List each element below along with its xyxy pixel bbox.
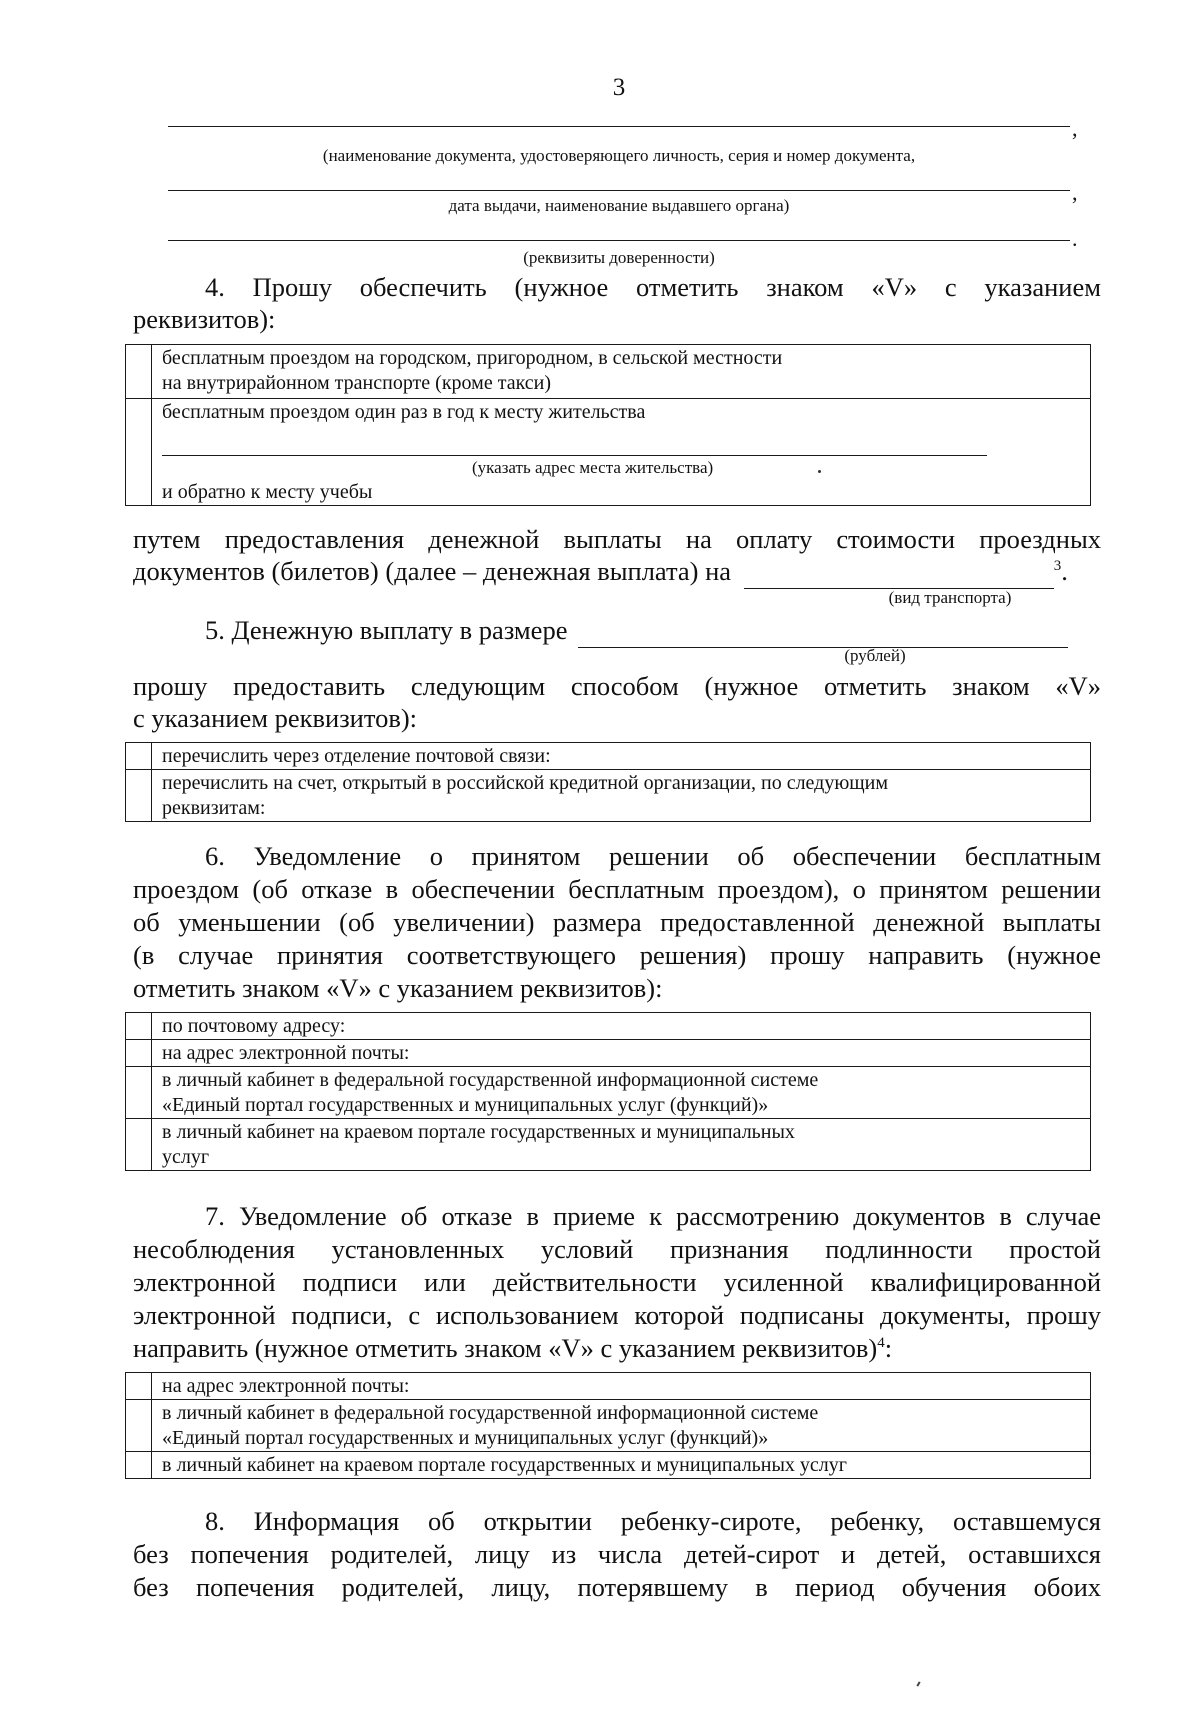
option-line: «Единый портал государственных и муниципальных услуг (функций)» [162, 1094, 769, 1116]
option-line: на внутрирайонном транспорте (кроме такси) [162, 372, 552, 394]
section-5-line-2: прошу предоставить следующим способом (нужное отметить знаком «V» [133, 671, 1101, 701]
option-line: в личный кабинет на краевом портале государственных и муниципальных [162, 1121, 795, 1143]
option-line: «Единый портал государственных и муниципальных услуг (функций)» [162, 1427, 769, 1449]
option-checkbox[interactable] [126, 743, 152, 770]
table-row [126, 345, 1091, 399]
option-checkbox[interactable] [126, 1067, 152, 1119]
payment-line-2 [133, 555, 1068, 589]
section-8-paragraph [133, 1538, 1101, 1571]
option-line: в личный кабинет в федеральной государственной информационной системе [162, 1069, 819, 1091]
section-7-paragraph [133, 1299, 1101, 1332]
option-text [152, 743, 1091, 770]
issue-date-line[interactable] [168, 190, 1070, 191]
payment-paragraph [133, 523, 1101, 556]
section-7-paragraph [133, 1200, 1101, 1233]
option-checkbox[interactable] [126, 1119, 152, 1171]
option-text [152, 770, 1091, 822]
table-row [126, 1040, 1091, 1067]
option-line: в личный кабинет на краевом портале государственных и муниципальных услуг [162, 1454, 847, 1476]
option-checkbox[interactable] [126, 1400, 152, 1452]
option-line: реквизитам: [162, 797, 266, 819]
section-7-paragraph [133, 1233, 1101, 1266]
option-checkbox[interactable] [126, 1040, 152, 1067]
section-8-line: без попечения родителей, лицу из числа детей-сирот и детей, оставшихся [133, 1539, 1101, 1569]
section-7-line: электронной подписи или действительности усиленной квалифицированной [133, 1267, 1101, 1297]
section-6-line: отметить знаком «V» с указанием реквизитов): [133, 973, 663, 1003]
option-line: бесплатным проездом на городском, пригородном, в сельской местности [162, 347, 783, 369]
table-row [126, 743, 1091, 770]
option-checkbox[interactable] [126, 345, 152, 399]
option-line: по почтовому адресу: [162, 1015, 346, 1037]
option-text [152, 345, 1091, 399]
footnote-ref: 4 [877, 1335, 885, 1352]
section-8-line: 8. Информация об открытии ребенку-сироте, ребенку, оставшемуся [205, 1506, 1101, 1536]
section-6-line: об уменьшении (об увеличении) размера предоставленной денежной выплаты [133, 907, 1101, 937]
option-line: и обратно к месту учебы [162, 481, 373, 503]
free-travel-options-table [125, 344, 1091, 506]
section-4-heading [133, 271, 1101, 304]
section-7-line: 7. Уведомление об отказе в приеме к рассмотрению документов в случае [205, 1201, 1101, 1231]
line-period: . [1072, 226, 1078, 251]
decision-notification-options-table [125, 1012, 1091, 1171]
section-8-line: без попечения родителей, лицу, потерявшему в период обучения обоих [133, 1572, 1101, 1602]
option-text [152, 1013, 1091, 1040]
option-line: услуг [162, 1146, 210, 1168]
power-of-attorney-caption: (реквизиты доверенности) [523, 248, 715, 267]
option-line: перечислить через отделение почтовой связи: [162, 745, 551, 767]
option-line: бесплатным проездом один раз в год к месту жительства [162, 401, 646, 423]
identity-document-caption: (наименование документа, удостоверяющего личность, серия и номер документа, [322, 146, 916, 165]
option-text [152, 1040, 1091, 1067]
residence-address-line[interactable] [162, 425, 987, 456]
table-row [126, 1067, 1091, 1119]
option-text [152, 1067, 1091, 1119]
section-7-line: направить (нужное отметить знаком «V» с указанием реквизитов) [133, 1333, 878, 1363]
table-row [126, 1013, 1091, 1040]
option-text [152, 1119, 1091, 1171]
section-5-line-3: с указанием реквизитов): [133, 703, 418, 733]
option-line: на адрес электронной почты: [162, 1042, 410, 1064]
section-5-paragraph [133, 670, 1101, 703]
section-6-paragraph [133, 906, 1101, 939]
payment-amount-field[interactable] [578, 614, 1068, 648]
page-number: 3 [612, 74, 626, 101]
power-of-attorney-line[interactable] [168, 240, 1070, 241]
footnote-ref: 3 [1053, 558, 1062, 575]
option-line: перечислить на счет, открытый в российской кредитной организации, по следующим [162, 772, 889, 794]
payment-method-options-table [125, 742, 1091, 822]
scan-speck [916, 1681, 920, 1686]
table-row [126, 1400, 1091, 1452]
identity-document-line[interactable] [168, 126, 1070, 127]
section-6-paragraph [133, 873, 1101, 906]
rubles-caption: (рублей) [844, 646, 906, 665]
section-7-paragraph [133, 1266, 1101, 1299]
option-checkbox[interactable] [126, 770, 152, 822]
section-7-line: электронной подписи, с использованием которой подписаны документы, прошу [133, 1300, 1101, 1330]
option-checkbox[interactable] [126, 1452, 152, 1479]
section-7-line: несоблюдения установленных условий признания подлинности простой [133, 1234, 1101, 1264]
option-checkbox[interactable] [126, 399, 152, 506]
section-6-line: 6. Уведомление о принятом решении об обеспечении бесплатным [205, 841, 1101, 871]
section-7-last-line [133, 1332, 892, 1365]
payment-line-1: путем предоставления денежной выплаты на оплату стоимости проездных [133, 524, 1101, 554]
section-8-paragraph [133, 1505, 1101, 1538]
table-row [126, 770, 1091, 822]
section-6-paragraph [133, 939, 1101, 972]
transport-type-caption: (вид транспорта) [888, 588, 1012, 607]
option-line: в личный кабинет в федеральной государственной информационной системе [162, 1402, 819, 1424]
option-line: на адрес электронной почты: [162, 1375, 410, 1397]
payment-line-end: . [1061, 556, 1068, 586]
section-6-line: проездом (об отказе в обеспечении бесплатным проездом), о принятом решении [133, 874, 1101, 904]
option-text [152, 1452, 1091, 1479]
option-text [152, 1373, 1091, 1400]
table-row [126, 1373, 1091, 1400]
scan-speck [818, 470, 821, 473]
option-text [152, 399, 1091, 506]
section-6-line: (в случае принятия соответствующего решения) прошу направить (нужное [133, 940, 1101, 970]
table-row [126, 1452, 1091, 1479]
section-6-paragraph [133, 840, 1101, 873]
section-4-line-1: 4. Прошу обеспечить (нужное отметить знаком «V» с указанием [205, 272, 1101, 302]
line-comma: , [1072, 116, 1078, 141]
section-5-line-1 [205, 614, 1068, 648]
table-row [126, 1119, 1091, 1171]
refusal-notification-options-table [125, 1372, 1091, 1479]
option-checkbox[interactable] [126, 1373, 152, 1400]
section-8-paragraph [133, 1571, 1101, 1604]
residence-address-caption: (указать адрес места жительства) [472, 458, 714, 477]
section-5-line-1-text: 5. Денежную выплату в размере [205, 615, 568, 645]
section-7-line-end: : [884, 1333, 893, 1363]
issue-date-caption: дата выдачи, наименование выдавшего органа) [448, 196, 790, 215]
payment-line-2-text: документов (билетов) (далее – денежная выплата) на [133, 556, 732, 586]
line-comma: , [1072, 180, 1078, 205]
section-4-line-2: реквизитов): [133, 304, 276, 334]
option-checkbox[interactable] [126, 1013, 152, 1040]
option-text [152, 1400, 1091, 1452]
table-row [126, 399, 1091, 506]
transport-type-field[interactable] [744, 555, 1054, 589]
